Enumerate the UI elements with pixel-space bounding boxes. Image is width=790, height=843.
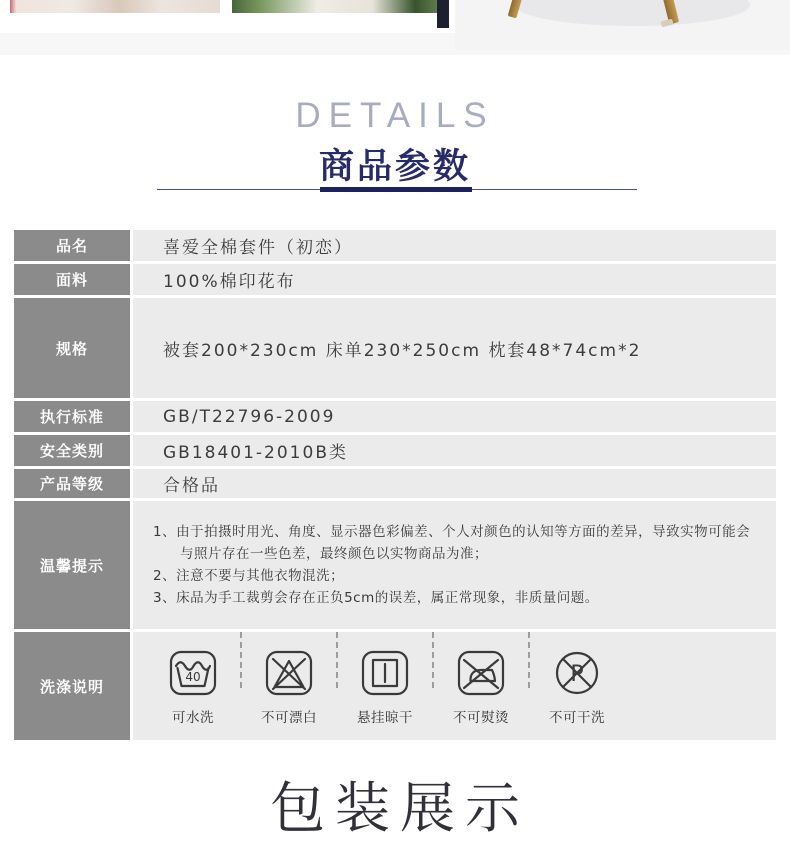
chair-leg-foot — [660, 19, 673, 28]
row-label: 品名 — [14, 230, 130, 261]
product-parameters-table — [14, 230, 776, 743]
row-label: 安全类别 — [14, 435, 130, 466]
washing-item — [249, 647, 329, 726]
dashed-separator — [432, 632, 434, 688]
table-row-washing — [14, 632, 776, 740]
dashed-separator — [240, 632, 242, 688]
section-divider — [157, 187, 637, 192]
previous-photo-dark-edge — [437, 0, 449, 28]
washing-item-label: 不可漂白 — [261, 709, 317, 726]
row-value: 被套200*230cm 床单230*250cm 枕套48*74cm*2 — [133, 298, 776, 398]
tips-content — [133, 501, 776, 629]
divider-thick-segment — [320, 187, 472, 192]
row-label: 温馨提示 — [14, 501, 130, 629]
previous-photo-left — [10, 0, 220, 13]
tip-item: 1、由于拍摄时用光、角度、显示器色彩偏差、个人对颜色的认知等方面的差异，导致实物可能会与照片存在一些色差，最终颜色以实物商品为准； — [153, 524, 751, 562]
section-title-en: DETAILS — [295, 96, 495, 135]
drip-dry-icon — [359, 647, 411, 699]
table-row — [14, 435, 776, 466]
tip-item: 2、注意不要与其他衣物混洗； — [153, 568, 345, 584]
washing-icons-strip — [133, 632, 776, 740]
wash-40-icon — [167, 647, 219, 699]
row-label: 执行标准 — [14, 401, 130, 432]
table-row — [14, 264, 776, 295]
no-dryclean-icon — [551, 647, 603, 699]
row-label: 面料 — [14, 264, 130, 295]
washing-item-label: 不可熨烫 — [453, 709, 509, 726]
row-value: GB18401-2010B类 — [133, 435, 776, 466]
no-iron-icon — [455, 647, 507, 699]
row-label: 洗涤说明 — [14, 632, 130, 740]
svg-text:40: 40 — [185, 669, 201, 684]
washing-item — [441, 647, 521, 726]
washing-item-label: 悬挂晾干 — [357, 709, 413, 726]
dashed-separator — [336, 632, 338, 688]
row-value: 喜爱全棉套件（初恋） — [133, 230, 776, 261]
row-value: GB/T22796-2009 — [133, 401, 776, 432]
next-section-title: 包装展示 — [269, 778, 530, 839]
table-row-tips — [14, 501, 776, 629]
dashed-separator — [528, 632, 530, 688]
washing-item — [537, 647, 617, 726]
row-value: 100%棉印花布 — [133, 264, 776, 295]
washing-item-label: 可水洗 — [172, 709, 214, 726]
svg-text:P: P — [570, 661, 584, 687]
washing-item — [153, 647, 233, 726]
previous-photo-chair-legs — [455, 0, 790, 50]
chair-shadow — [515, 0, 750, 26]
table-row — [14, 230, 776, 261]
table-row — [14, 469, 776, 498]
tip-item: 3、床品为手工裁剪会存在正负5cm的误差，属正常现象，非质量问题。 — [153, 590, 599, 606]
row-value: 合格品 — [133, 469, 776, 498]
washing-item-label: 不可干洗 — [549, 709, 605, 726]
table-row — [14, 401, 776, 432]
table-row — [14, 298, 776, 398]
row-label: 产品等级 — [14, 469, 130, 498]
washing-item — [345, 647, 425, 726]
previous-photo-middle — [232, 0, 445, 13]
section-title-cn: 商品参数 — [318, 147, 471, 186]
no-bleach-icon — [263, 647, 315, 699]
row-label: 规格 — [14, 298, 130, 398]
